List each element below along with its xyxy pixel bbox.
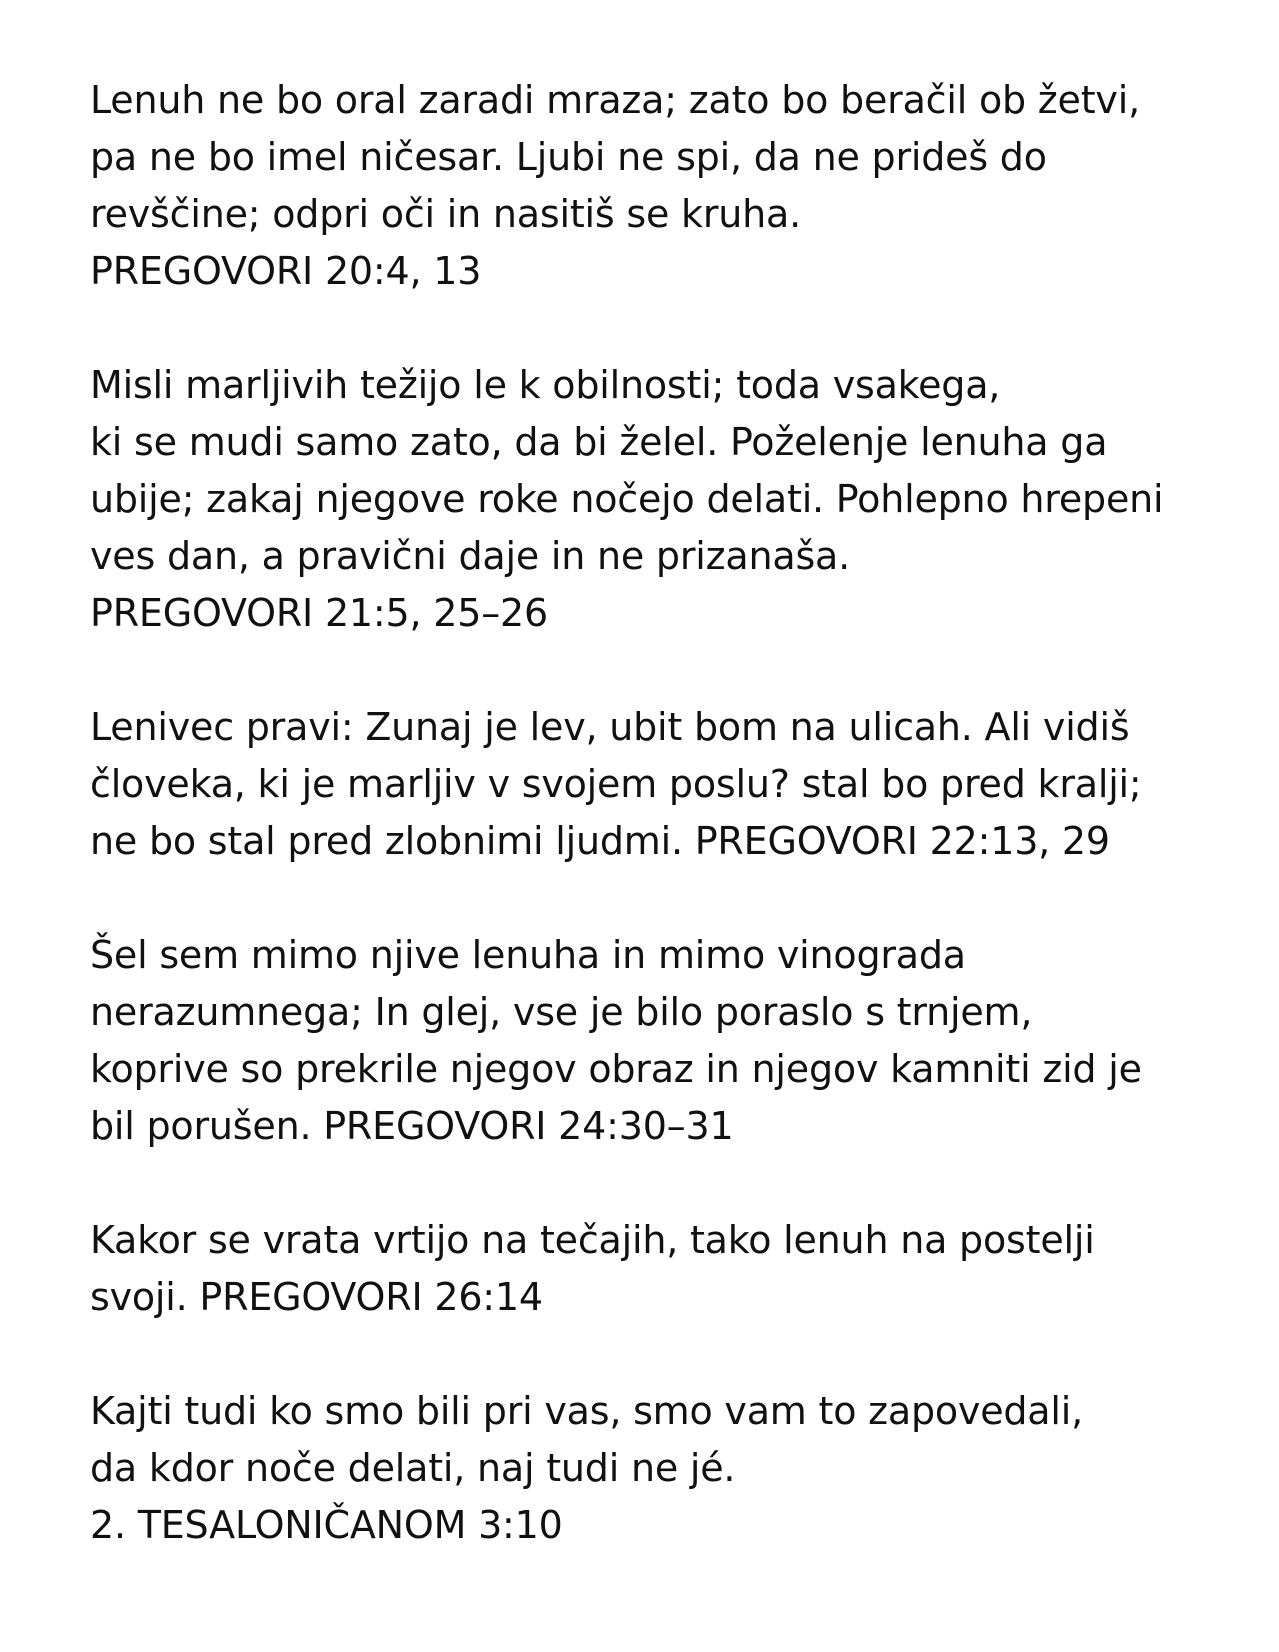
document-page: [90, 72, 1210, 1554]
text-line: Lenuh ne bo oral zaradi mraza; zato bo beračil ob žetvi,: [90, 78, 1140, 122]
verse-reference: 2. TESALONIČANOM 3:10: [90, 1503, 563, 1547]
text-line: nerazumnega; In glej, vse je bilo poraslo s trnjem,: [90, 990, 1033, 1034]
text-line: bil porušen. PREGOVORI 24:30–31: [90, 1104, 734, 1148]
text-line: ubije; zakaj njegove roke nočejo delati. Pohlepno hrepeni: [90, 477, 1164, 521]
verse-reference: PREGOVORI 20:4, 13: [90, 249, 482, 293]
text-line: revščine; odpri oči in nasitiš se kruha.: [90, 192, 801, 236]
paragraph-gap: [90, 1326, 1210, 1383]
text-line: Misli marljivih težijo le k obilnosti; toda vsakega,: [90, 363, 1001, 407]
text-line: ki se mudi samo zato, da bi želel. Poželenje lenuha ga: [90, 420, 1108, 464]
passage-2-thessalonians-3: [90, 1383, 1210, 1554]
text-line: Kajti tudi ko smo bili pri vas, smo vam to zapovedali,: [90, 1389, 1083, 1433]
text-line: koprive so prekrile njegov obraz in njegov kamniti zid je: [90, 1047, 1142, 1091]
text-line: Kakor se vrata vrtijo na tečajih, tako lenuh na postelji: [90, 1218, 1095, 1262]
passage-proverbs-24: [90, 927, 1210, 1155]
passage-proverbs-22: [90, 699, 1210, 870]
verse-reference: PREGOVORI 21:5, 25–26: [90, 591, 548, 635]
text-line: da kdor noče delati, naj tudi ne jé.: [90, 1446, 736, 1490]
paragraph-gap: [90, 300, 1210, 357]
text-line: Lenivec pravi: Zunaj je lev, ubit bom na ulicah. Ali vidiš: [90, 705, 1130, 749]
paragraph-gap: [90, 870, 1210, 927]
text-line: ne bo stal pred zlobnimi ljudmi. PREGOVORI 22:13, 29: [90, 819, 1110, 863]
paragraph-gap: [90, 1155, 1210, 1212]
text-line: Šel sem mimo njive lenuha in mimo vinograda: [90, 933, 966, 977]
passage-proverbs-26: [90, 1212, 1210, 1326]
passage-proverbs-20: [90, 72, 1210, 300]
text-line: svoji. PREGOVORI 26:14: [90, 1275, 543, 1319]
text-line: ves dan, a pravični daje in ne prizanaša.: [90, 534, 851, 578]
text-line: pa ne bo imel ničesar. Ljubi ne spi, da ne prideš do: [90, 135, 1047, 179]
text-line: človeka, ki je marljiv v svojem poslu? stal bo pred kralji;: [90, 762, 1142, 806]
passage-proverbs-21: [90, 357, 1210, 642]
paragraph-gap: [90, 642, 1210, 699]
